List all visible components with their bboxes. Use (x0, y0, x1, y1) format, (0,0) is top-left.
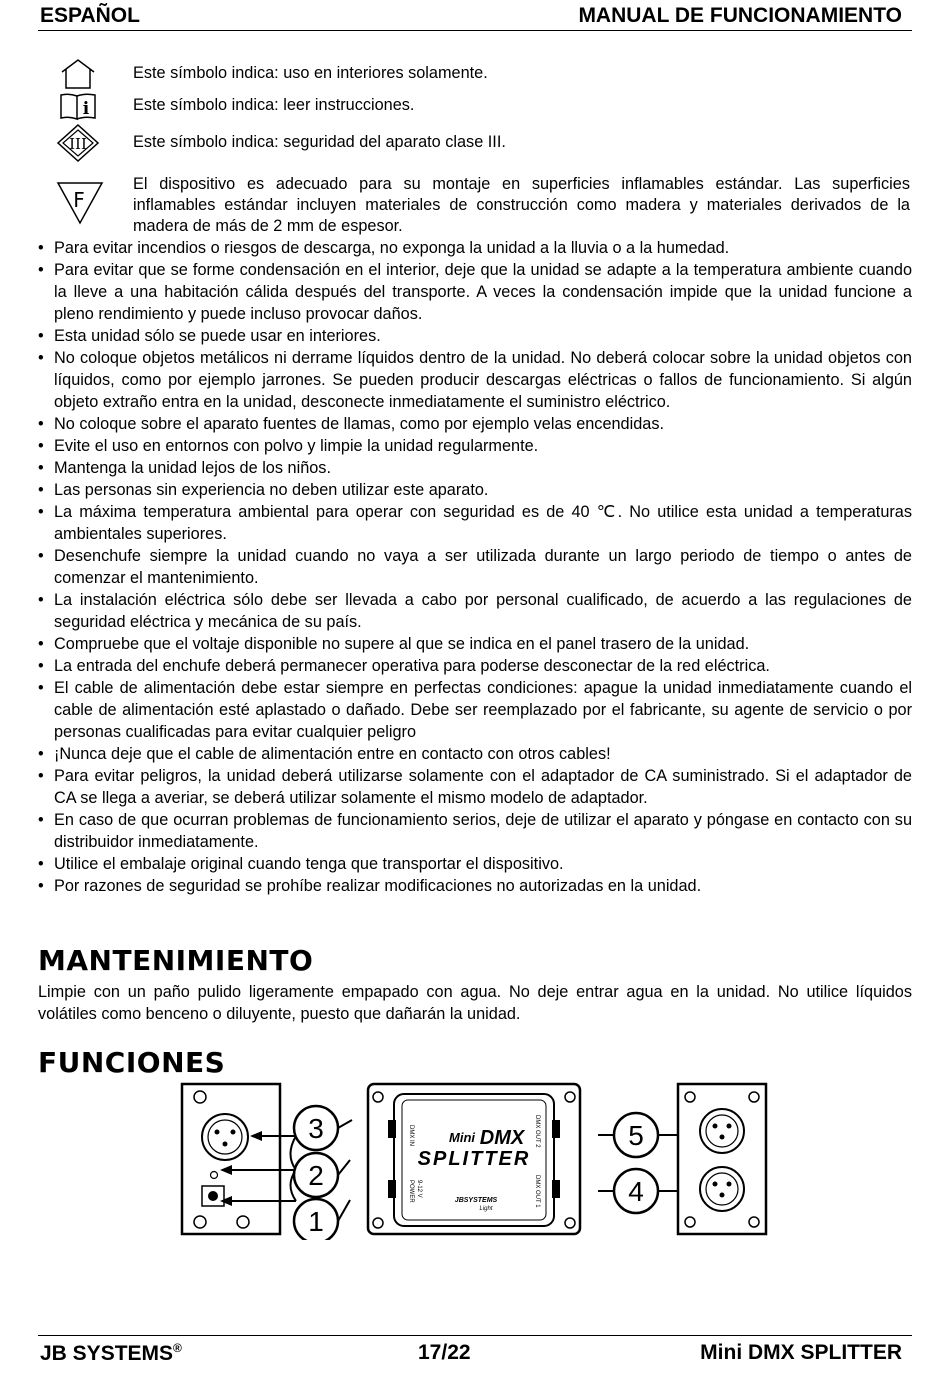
svg-text:III: III (69, 135, 87, 153)
list-item: • Desenchufe siempre la unidad cuando no vaya a ser utilizada durante un largo periodo de tiempo o antes de comenzar el mantenimiento. (38, 545, 912, 589)
callout-2-label: 2 (308, 1160, 324, 1191)
read-instructions-icon (55, 91, 101, 121)
list-item: • No coloque sobre el aparato fuentes de llamas, como por ejemplo velas encendidas. (38, 413, 912, 435)
label-dmx-out-2: DMX OUT 2 (534, 1115, 540, 1148)
product-splitter: SPLITTER (417, 1148, 531, 1170)
list-item: • La entrada del enchufe deberá permanecer operativa para poderse desconectar de la red eléctrica. (38, 655, 912, 677)
callout-5-label: 5 (628, 1120, 644, 1151)
maintenance-heading: MANTENIMIENTO (38, 944, 314, 977)
safety-list (38, 237, 912, 897)
page-header (38, 4, 912, 31)
brand-sub-text: Light (479, 1206, 493, 1212)
product-mini: Mini (449, 1130, 475, 1145)
brand-logo-text: JBSYSTEMS (454, 1197, 498, 1204)
list-item: • Esta unidad sólo se puede usar en interiores. (38, 325, 912, 347)
list-item: • La instalación eléctrica sólo debe ser llevada a cabo por personal cualificado, de acuerdo a las regulaciones de seguridad eléctrica y mecánica de su país. (38, 589, 912, 633)
symbol-text-class-iii: Este símbolo indica: seguridad del aparato clase III. (133, 133, 506, 151)
footer-product: Mini DMX SPLITTER (700, 1341, 902, 1364)
symbol-text-instructions: Este símbolo indica: leer instrucciones. (133, 96, 415, 114)
symbol-text-indoor: Este símbolo indica: uso en interiores solamente. (133, 64, 488, 82)
list-item: • No coloque objetos metálicos ni derrame líquidos dentro de la unidad. No deberá colocar sobre la unidad objetos con líquidos, como por ejemplo jarrones. Se pueden producir descargas eléctricas o fallos de funcionamiento. Si algún objeto extraño entra en la unidad, desconecte inmediatamente el suministro eléctrico. (38, 347, 912, 413)
svg-text:i: i (82, 99, 90, 119)
label-power-sub: 9-12 V (416, 1180, 422, 1198)
list-item: • Las personas sin experiencia no deben utilizar este aparato. (38, 479, 912, 501)
list-item: • Para evitar peligros, la unidad deberá utilizarse solamente con el adaptador de CA suministrado. Si el adaptador de CA se llega a averiar, se deberá utilizar solamente el mismo modelo de adaptador. (38, 765, 912, 809)
header-language: ESPAÑOL (40, 4, 140, 27)
page-number: 17/22 (418, 1341, 471, 1364)
callout-3-label: 3 (308, 1113, 324, 1144)
f-mark-icon (55, 177, 105, 227)
list-item: • Compruebe que el voltaje disponible no supere al que se indica en el panel trasero de la unidad. (38, 633, 912, 655)
list-item: • Evite el uso en entornos con polvo y limpie la unidad regularmente. (38, 435, 912, 457)
label-power: POWER (408, 1180, 414, 1203)
list-item: • El cable de alimentación debe estar siempre en perfectas condiciones: apague la unidad inmediatamente cuando el cable de alimentación esté aplastado o dañado. Debe ser reemplazado por el fabricante, su agente de servicio o por personas cualificadas para evitar cualquier peligro (38, 677, 912, 743)
splitter-diagram (180, 1080, 770, 1240)
list-item: • ¡Nunca deje que el cable de alimentación entre en contacto con otros cables! (38, 743, 912, 765)
callout-4-label: 4 (628, 1176, 644, 1207)
right-panel (678, 1084, 766, 1234)
list-item: • Por razones de seguridad se prohíbe realizar modificaciones no autorizadas en la unidad. (38, 875, 912, 897)
house-icon (55, 58, 101, 90)
list-item: • En caso de que ocurran problemas de funcionamiento serios, deje de utilizar el aparato y póngase en contacto con su distribuidor inmediatamente. (38, 809, 912, 853)
registered-mark: ® (173, 1341, 182, 1355)
symbol-text-flammable: El dispositivo es adecuado para su montaje en superficies inflamables estándar. Las superficies inflamables estándar incluyen materiales de construcción como madera y materiales derivados de la madera de más de 2 mm de espesor. (133, 175, 910, 235)
header-title: MANUAL DE FUNCIONAMIENTO (578, 4, 902, 27)
footer-brand-name: JB SYSTEMS (40, 1342, 174, 1365)
functions-heading: FUNCIONES (38, 1046, 226, 1079)
page-footer (38, 1335, 912, 1370)
label-dmx-in: DMX IN (408, 1125, 414, 1146)
splitter-device (368, 1084, 580, 1234)
left-panel (182, 1084, 280, 1234)
product-dmx: DMX (479, 1127, 525, 1149)
list-item: • Para evitar incendios o riesgos de descarga, no exponga la unidad a la lluvia o a la humedad. (38, 237, 912, 259)
svg-text:F: F (73, 188, 85, 212)
list-item: • Mantenga la unidad lejos de los niños. (38, 457, 912, 479)
list-item: • Para evitar que se forme condensación en el interior, deje que la unidad se adapte a la temperatura ambiente cuando la lleve a una habitación cálida después del transporte. A veces la condensación impide que la unidad funcione a pleno rendimiento y puede incluso provocar daños. (38, 259, 912, 325)
callout-1-label: 1 (308, 1206, 324, 1237)
maintenance-text: Limpie con un paño pulido ligeramente empapado con agua. No deje entrar agua en la unidad. No utilice líquidos volátiles como benceno o diluyente, puesto que dañarán la unidad. (38, 983, 912, 1023)
list-item: • Utilice el embalaje original cuando tenga que transportar el dispositivo. (38, 853, 912, 875)
list-item: • La máxima temperatura ambiental para operar con seguridad es de 40 ℃. No utilice esta unidad a temperaturas ambientales superiores. (38, 501, 912, 545)
footer-brand (40, 1341, 182, 1366)
label-dmx-out-1: DMX OUT 1 (534, 1175, 540, 1208)
class-iii-icon (55, 123, 101, 163)
